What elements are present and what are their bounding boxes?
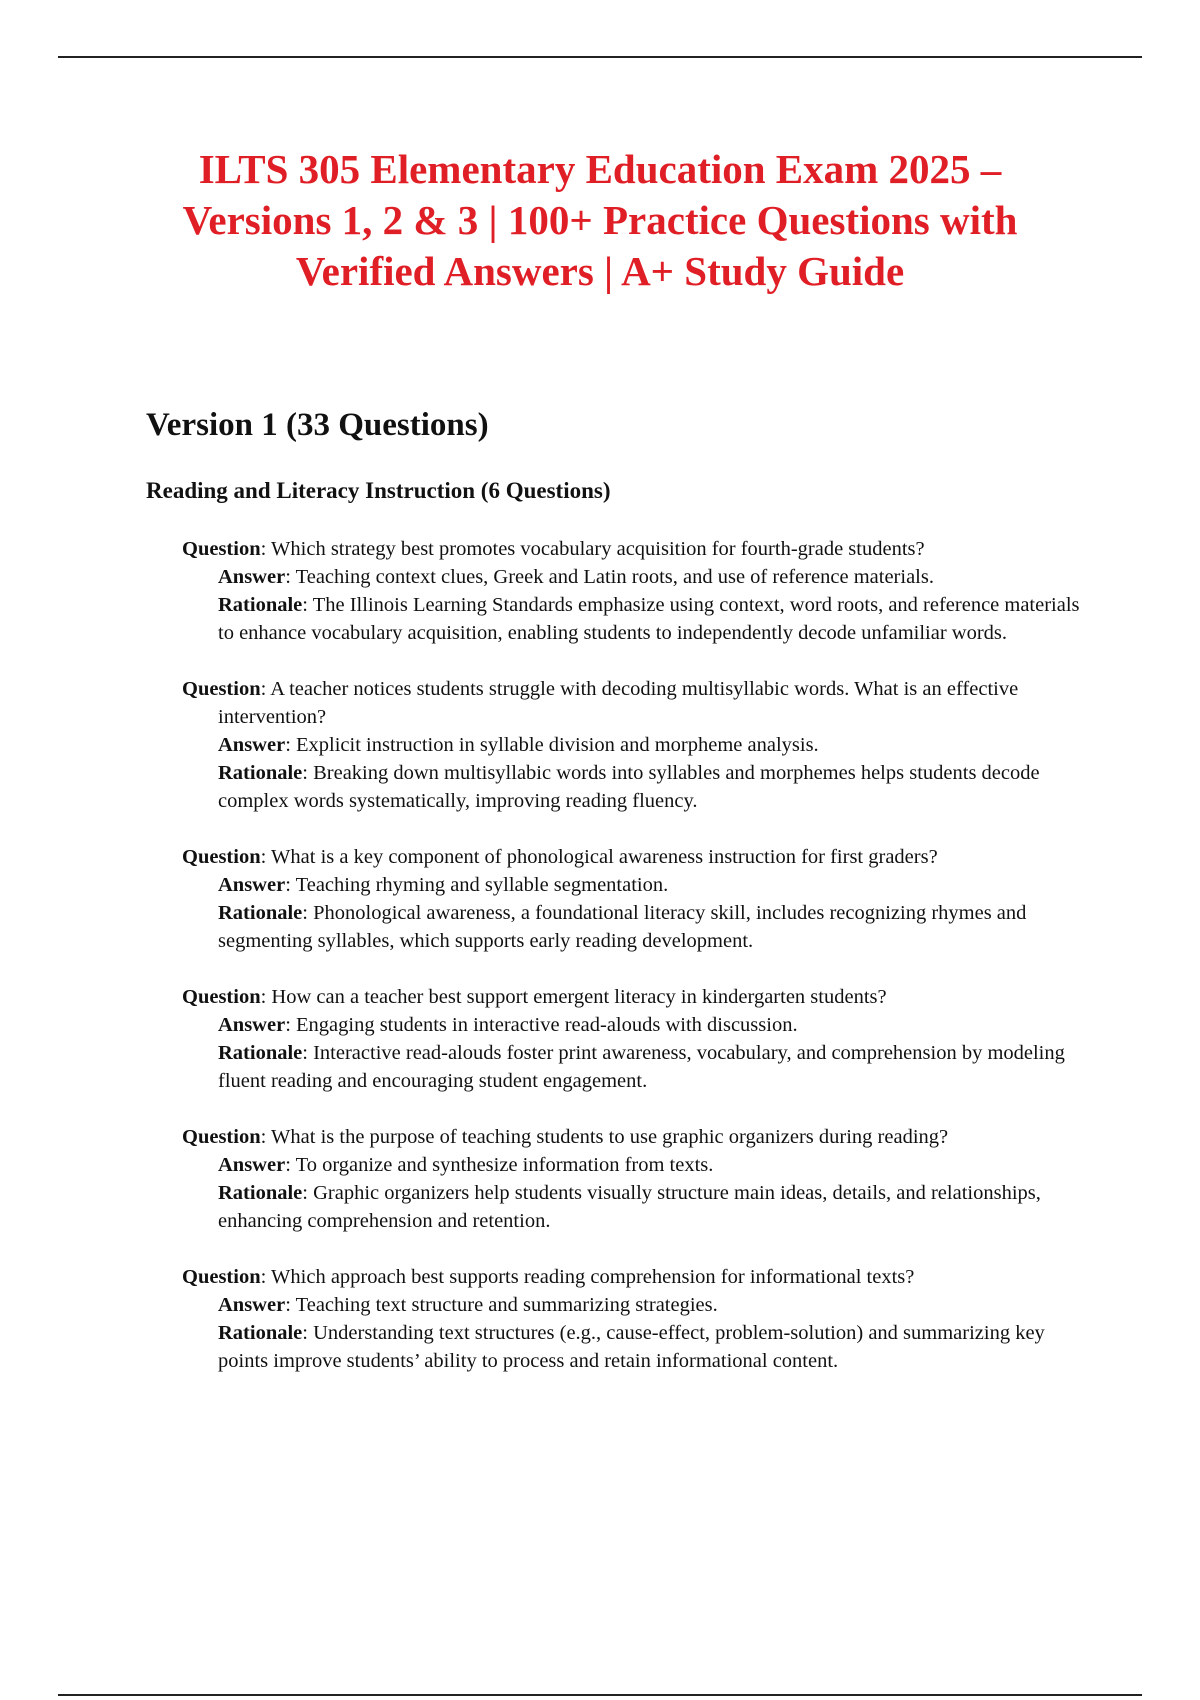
rationale-label: Rationale [218,1322,303,1344]
question-line [182,1263,1092,1291]
answer-line [182,1291,1092,1319]
question-item [182,535,1092,647]
question-line [182,535,1092,563]
top-rule [58,56,1142,58]
section-heading: Reading and Literacy Instruction (6 Questions) [146,478,611,503]
rationale-text: : Breaking down multisyllabic words into syllables and morphemes helps students decode complex words systematically, improving reading fluency. [218,762,1040,812]
rationale-label: Rationale [218,1182,303,1204]
rationale-line [182,1179,1092,1235]
question-list [182,535,1092,1403]
answer-label: Answer [218,734,286,756]
answer-line [182,871,1092,899]
answer-line [182,731,1092,759]
question-text: : What is the purpose of teaching students to use graphic organizers during reading? [260,1126,949,1148]
question-line [182,843,1092,871]
question-item [182,1123,1092,1235]
answer-text: : To organize and synthesize information from texts. [285,1154,714,1176]
answer-line [182,1011,1092,1039]
question-label: Question [182,846,261,868]
bottom-rule [58,1694,1142,1696]
answer-text: : Explicit instruction in syllable division and morpheme analysis. [285,734,819,756]
question-line [182,983,1092,1011]
answer-label: Answer [218,1294,286,1316]
rationale-text: : Phonological awareness, a foundational literacy skill, includes recognizing rhymes and segmenting syllables, which supports early reading development. [218,902,1027,952]
answer-label: Answer [218,874,286,896]
rationale-label: Rationale [218,762,303,784]
question-text: : Which strategy best promotes vocabulary acquisition for fourth-grade students? [260,538,925,560]
answer-line [182,563,1092,591]
question-label: Question [182,1266,261,1288]
question-item [182,843,1092,955]
rationale-label: Rationale [218,902,303,924]
rationale-text: : Graphic organizers help students visually structure main ideas, details, and relationships, enhancing comprehension and retention. [218,1182,1041,1232]
answer-text: : Teaching text structure and summarizing strategies. [285,1294,718,1316]
answer-text: : Teaching rhyming and syllable segmentation. [285,874,669,896]
answer-label: Answer [218,1154,286,1176]
rationale-line [182,591,1092,647]
question-item [182,1263,1092,1375]
question-label: Question [182,678,261,700]
question-item [182,983,1092,1095]
rationale-line [182,759,1092,815]
answer-line [182,1151,1092,1179]
rationale-line [182,1319,1092,1375]
rationale-line [182,899,1092,955]
rationale-text: : Understanding text structures (e.g., cause-effect, problem-solution) and summarizing key points improve students’ ability to process and retain informational content. [218,1322,1045,1372]
answer-label: Answer [218,1014,286,1036]
rationale-text: : Interactive read-alouds foster print awareness, vocabulary, and comprehension by modeling fluent reading and encouraging student engagement. [218,1042,1065,1092]
question-label: Question [182,986,261,1008]
question-item [182,675,1092,815]
question-text: : A teacher notices students struggle with decoding multisyllabic words. What is an effective intervention? [218,678,1019,728]
document-title: ILTS 305 Elementary Education Exam 2025 – Versions 1, 2 & 3 | 100+ Practice Questions with Verified Answers | A+ Study Guide [182,146,1018,294]
rationale-label: Rationale [218,1042,303,1064]
question-text: : What is a key component of phonological awareness instruction for first graders? [260,846,938,868]
question-line [182,1123,1092,1151]
answer-text: : Engaging students in interactive read-alouds with discussion. [285,1014,798,1036]
question-text: : Which approach best supports reading comprehension for informational texts? [260,1266,915,1288]
rationale-label: Rationale [218,594,303,616]
rationale-line [182,1039,1092,1095]
question-text: : How can a teacher best support emergent literacy in kindergarten students? [260,986,887,1008]
question-label: Question [182,1126,261,1148]
rationale-text: : The Illinois Learning Standards emphasize using context, word roots, and reference materials to enhance vocabulary acquisition, enabling students to independently decode unfamiliar words. [218,594,1080,644]
question-label: Question [182,538,261,560]
answer-text: : Teaching context clues, Greek and Latin roots, and use of reference materials. [285,566,934,588]
question-line [182,675,1092,731]
answer-label: Answer [218,566,286,588]
version-heading: Version 1 (33 Questions) [146,407,489,443]
